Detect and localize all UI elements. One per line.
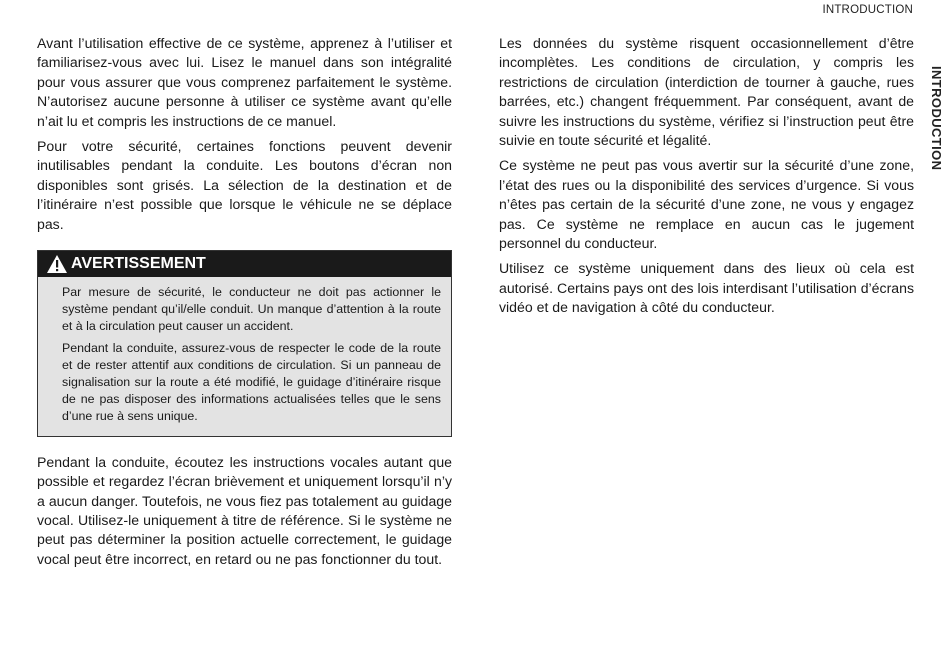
paragraph-zone-safety: Ce système ne peut pas vous avertir sur la sécurité d’une zone, l’état des rues ou la disponibilité des services d’urgence. Si vous n’êtes pas certain de la sécurité d’une zone, ne vous y engagez pas. Ce système ne remplace en aucun cas le jugement personnel du conducteur. xyxy=(499,157,914,252)
paragraph-legal-use: Utilisez ce système uniquement dans des lieux où cela est autorisé. Certains pays ont des lois interdisant l’utilisation d’écrans vidéo et de navigation à côté du conducteur. xyxy=(499,260,914,316)
paragraph-intro-1: Avant l’utilisation effective de ce système, apprenez à l’utiliser et familiarisez-vous avec lui. Lisez le manuel dans son intégralité pour vous assurer que vous comprenez parfaitement le système. N’autorisez aucune personne à utiliser ce système avant qu’elle n’ait lu et compris les instructions de ce manuel. xyxy=(37,35,452,129)
warning-box xyxy=(37,250,452,437)
side-tab-label: INTRODUCTION xyxy=(929,66,944,171)
warning-paragraph-2: Pendant la conduite, assurez-vous de respecter le code de la route et de rester attentif aux conditions de circulation. Si un panneau de signalisation sur la route a été modifié, le guidage d’itinéraire risque de ne pas disposer des informations actualisées telles que le sens d’une rue à sens unique. xyxy=(62,340,441,424)
paragraph-voice-guidance: Pendant la conduite, écoutez les instructions vocales autant que possible et regardez l’écran brièvement et uniquement lorsqu’il n’y a aucun danger. Toutefois, ne vous fiez pas totalement au guidage vocal. Utilisez-le uniquement à titre de référence. Si le système ne peut pas déterminer la position actuelle correctement, le guidage vocal peut être incorrect, en retard ou ne pas fonctionner du tout. xyxy=(37,453,452,567)
left-column xyxy=(37,34,452,575)
warning-body xyxy=(38,277,451,436)
right-column xyxy=(499,34,914,324)
warning-triangle-icon xyxy=(46,254,68,274)
page-header-section: INTRODUCTION xyxy=(822,4,913,16)
warning-title-text: AVERTISSEMENT xyxy=(71,255,206,273)
paragraph-data-incomplete: Les données du système risquent occasionnellement d’être incomplètes. Les conditions de circulation, y compris les restrictions de circulation (interdiction de tourner à gauche, rues barrées, etc.) changent fréquemment. Par conséquent, avant de suivre les instructions du système, vérifiez si l’instruction peut être suivie en toute sécurité et légalité. xyxy=(499,35,914,149)
warning-title-bar xyxy=(38,251,451,277)
paragraph-intro-2: Pour votre sécurité, certaines fonctions peuvent devenir inutilisables pendant la conduite. Les boutons d’écran non disponibles sont grisés. La sélection de la destination et de l’itinéraire n’est possible que lorsque le véhicule ne se déplace pas. xyxy=(37,138,452,232)
warning-paragraph-1: Par mesure de sécurité, le conducteur ne doit pas actionner le système pendant qu’il/elle conduit. Un manque d’attention à la route et à la circulation peut causer un accident. xyxy=(62,285,441,334)
